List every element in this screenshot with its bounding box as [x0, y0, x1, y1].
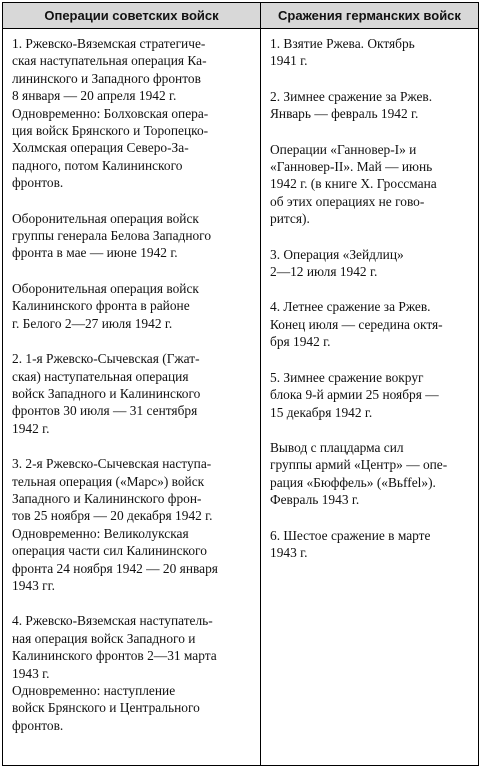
soviet-entry — [12, 280, 252, 332]
german-entry — [270, 246, 470, 281]
german-entry — [270, 141, 470, 228]
text-line: Операции «Ганновер-I» и — [270, 141, 417, 157]
text-line: 1942 г. — [12, 420, 50, 436]
text-line: фронтов. — [12, 175, 64, 191]
text-line: об этих операциях не гово- — [270, 193, 425, 209]
text-line: Оборонительная операция войск — [12, 280, 199, 296]
text-line: тов 25 ноября — 20 декабря 1942 г. — [12, 508, 213, 524]
text-line: Оборонительная операция войск — [12, 210, 199, 226]
text-line: 3. 2-я Ржевско-Сычевская наступа- — [12, 456, 212, 472]
text-line: Калининского фронтов 2—31 марта — [12, 648, 217, 664]
soviet-entry — [12, 455, 252, 594]
text-line: войск Западного и Калининского — [12, 385, 201, 401]
text-line: 1942 г. (в книге Х. Гроссмана — [270, 176, 437, 192]
text-line: 2—12 июля 1942 г. — [270, 264, 378, 280]
text-line: падного, потом Калининского — [12, 157, 183, 173]
text-line: 1. Ржевско-Вяземская стратегиче- — [12, 36, 206, 51]
text-line: 2. 1-я Ржевско-Сычевская (Гжат- — [12, 351, 200, 367]
text-line: 5. Зимнее сражение вокруг — [270, 369, 424, 385]
text-line: блока 9-й армии 25 ноября — — [270, 387, 439, 403]
text-line: лининского и Западного фронтов — [12, 70, 201, 86]
soviet-entry — [12, 35, 252, 192]
german-entry — [270, 369, 470, 421]
text-line: 1943 г. — [270, 544, 308, 560]
text-line: 2. Зимнее сражение за Ржев. — [270, 88, 433, 104]
text-line: 8 января — 20 апреля 1942 г. — [12, 88, 177, 104]
text-line: группы армий «Центр» — опе- — [270, 457, 448, 473]
text-line: г. Белого 2—27 июля 1942 г. — [12, 315, 173, 331]
text-line: ская наступательная операция Ка- — [12, 53, 207, 69]
german-entry — [270, 88, 470, 123]
header-soviet-operations: Операции советских войск — [44, 8, 219, 23]
text-line: Холмская операция Северо-За- — [12, 140, 189, 156]
text-line: 3. Операция «Зейдлиц» — [270, 246, 404, 262]
text-line: войск Брянского и Центрального — [12, 700, 200, 716]
text-line: 1943 г. — [12, 665, 50, 681]
text-line: Вывод с плацдарма сил — [270, 439, 404, 455]
text-line: операция части сил Калининского — [12, 543, 207, 559]
text-line: Одновременно: Болховская опера- — [12, 105, 209, 121]
text-line: фронта 24 ноября 1942 — 20 января — [12, 560, 218, 576]
header-german-battles: Сражения германских войск — [278, 8, 461, 23]
german-battles-column — [270, 35, 470, 579]
text-line: фронтов 30 июля — 31 сентября — [12, 403, 198, 419]
text-line: фронтов. — [12, 717, 64, 733]
text-line: 1941 г. — [270, 53, 308, 69]
column-divider — [260, 3, 261, 765]
text-line: бря 1942 г. — [270, 334, 331, 350]
text-line: Калининского фронта в районе — [12, 298, 190, 314]
german-entry — [270, 35, 470, 70]
german-entry — [270, 439, 470, 509]
german-entry — [270, 527, 470, 562]
text-line: 1. Взятие Ржева. Октябрь — [270, 36, 415, 51]
soviet-entry — [12, 210, 252, 262]
text-line: «Ганновер-II». Май — июнь — [270, 159, 433, 175]
text-line: 4. Летнее сражение за Ржев. — [270, 299, 431, 315]
text-line: ная операция войск Западного и — [12, 630, 196, 646]
text-line: рация «Бюффель» («Bьffel»). — [270, 474, 436, 490]
text-line: 4. Ржевско-Вяземская наступатель- — [12, 613, 213, 629]
german-entry — [270, 298, 470, 350]
text-line: 15 декабря 1942 г. — [270, 404, 373, 420]
text-line: Февраль 1943 г. — [270, 492, 360, 508]
soviet-operations-column — [12, 35, 252, 752]
text-line: фронта в мае — июне 1942 г. — [12, 245, 178, 261]
text-line: Одновременно: Великолукская — [12, 525, 189, 541]
text-line: рится). — [270, 211, 310, 227]
text-line: Январь — февраль 1942 г. — [270, 106, 419, 122]
text-line: тельная операция («Марс») войск — [12, 473, 205, 489]
text-line: Западного и Калининского фрон- — [12, 490, 202, 506]
operations-table — [2, 2, 479, 766]
text-line: ция войск Брянского и Торопецко- — [12, 123, 209, 139]
soviet-entry — [12, 350, 252, 437]
text-line: группы генерала Белова Западного — [12, 228, 212, 244]
text-line: Конец июля — середина октя- — [270, 316, 443, 332]
table-header — [3, 3, 478, 29]
text-line: Одновременно: наступление — [12, 683, 176, 698]
text-line: 6. Шестое сражение в марте — [270, 527, 431, 543]
text-line: 1943 гг. — [12, 577, 55, 593]
text-line: ская) наступательная операция — [12, 368, 189, 384]
soviet-entry — [12, 612, 252, 734]
